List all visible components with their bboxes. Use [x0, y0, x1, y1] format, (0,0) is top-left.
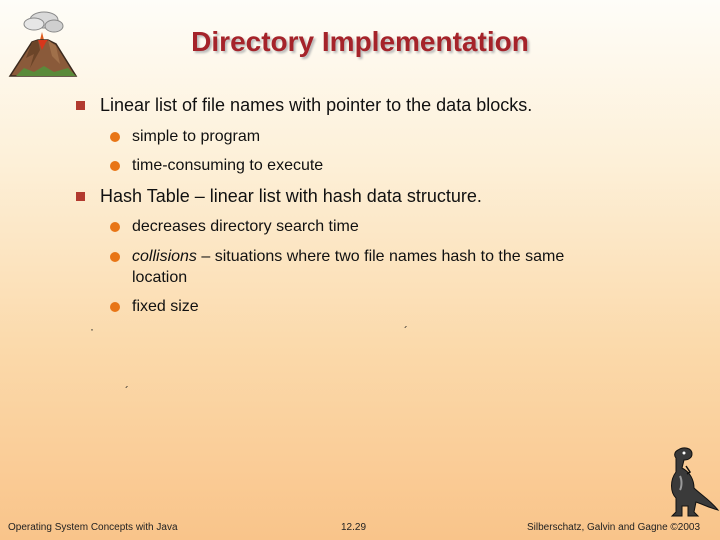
round-bullet-icon: [110, 132, 120, 142]
square-bullet-icon: [76, 101, 85, 110]
bullet-text: Linear list of file names with pointer to the data blocks.: [100, 95, 533, 115]
bullet-text: Hash Table – linear list with hash data structure.: [100, 186, 482, 206]
speck-mark: ´: [404, 324, 408, 338]
sub-bullet-text: fixed size: [132, 298, 199, 315]
round-bullet-icon: [110, 222, 120, 232]
sub-bullet-text: [132, 246, 564, 288]
footer-copyright: Silberschatz, Galvin and Gagne ©2003: [527, 522, 701, 533]
round-bullet-icon: [110, 252, 120, 262]
sub-bullet-text: time-consuming to execute: [132, 157, 324, 174]
round-bullet-icon: [110, 161, 120, 171]
round-bullet-icon: [110, 302, 120, 312]
collisions-definition-cont: location: [132, 269, 188, 286]
speck-mark: ´: [125, 384, 129, 398]
slide-title: Directory Implementation: [191, 26, 529, 57]
dinosaur-icon: [660, 446, 720, 518]
sub-bullet-text: simple to program: [132, 128, 261, 145]
footer-book-title: Operating System Concepts with Java: [8, 522, 178, 533]
collisions-term: collisions: [132, 248, 197, 265]
footer-page-number: 12.29: [341, 522, 367, 533]
square-bullet-icon: [76, 192, 85, 201]
collisions-definition: – situations where two file names hash to the same: [196, 248, 565, 265]
sub-bullet-text: decreases directory search time: [132, 218, 359, 235]
speck-mark: ·: [90, 322, 94, 336]
